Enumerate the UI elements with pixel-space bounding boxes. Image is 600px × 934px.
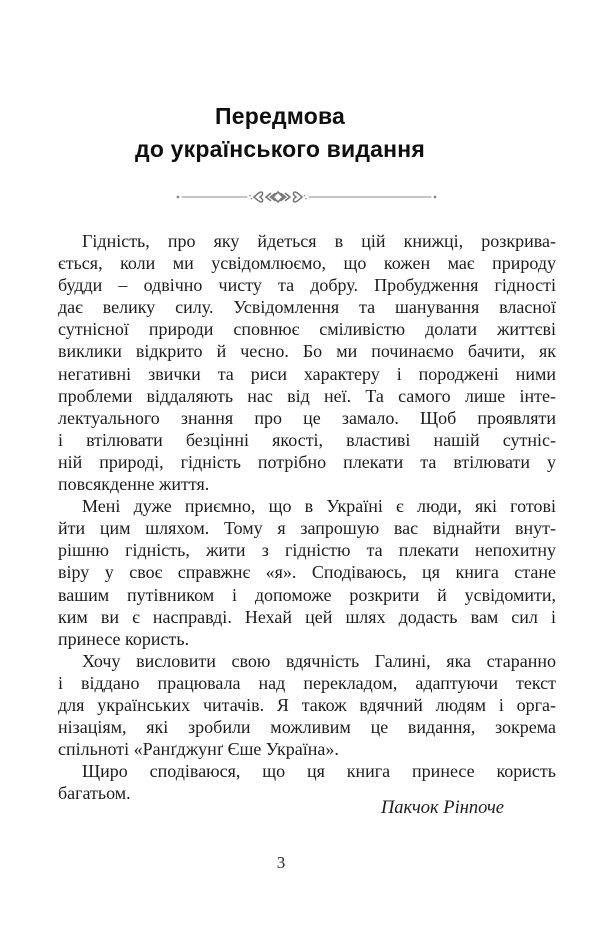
text-line: Щиро сподіваюся, що ця книга принесе користь [82,761,556,782]
text-line: негативні звички та риси характеру і породжені ними [58,363,556,384]
text-line: і віддано працювала над перекладом, адаптуючи текст [58,672,556,693]
text-line: рішню гідність, жити з гідністю та плекати непохитну [58,540,556,561]
page-title-line-1: Передмова [215,103,345,129]
text-line: проблеми віддаляють нас від неї. Та самого лише інте- [58,385,556,406]
text-line: йти цим шляхом. Тому я запрошую вас віднайти внут- [58,518,556,539]
body-paragraph [58,495,556,650]
text-line: для українських читачів. Я також вдячний людям і орга- [58,694,556,715]
page-title [0,100,560,166]
body-paragraph [58,650,556,760]
heart-diamond-divider-icon [150,185,450,209]
text-line: будди – одвічно чисту та добру. Пробудження гідності [58,275,556,296]
text-line: дає велику силу. Усвідомлення та шанування власної [58,297,556,318]
text-line: вашим путівником і допоможе розкрити й усвідомити, [58,584,556,605]
text-line: віру у своє справжнє «я». Сподіваюсь, ця книга стане [58,562,556,583]
text-line: виклики відкрито й чесно. Бо ми починаємо бачити, як [58,341,556,362]
text-line: Гідність, про яку йдеться в цій книжці, розкрива- [82,231,556,251]
text-line: і втілювати безцінні якості, властиві нашій сутніс- [58,429,556,450]
text-line: Мені дуже приємно, що в Україні є люди, які готові [82,496,556,517]
text-line: сутнісної природи сповнює сміливістю долати життєві [58,319,556,340]
text-line: принесе користь. [58,628,190,649]
text-line: повсякденне життя. [58,474,210,495]
text-line: багатьом. [58,783,131,804]
text-line: Хочу висловити свою вдячність Галині, яка старанно [82,650,556,671]
text-line: ється, коли ми усвідомлюємо, що кожен має природу [58,253,556,274]
text-line: ній природі, гідність потрібно плекати та втілювати у [58,451,556,472]
text-line: спільноті «Ранґджунґ Єше Україна». [58,739,339,760]
section-divider [150,185,450,209]
page-number: 3 [276,853,286,872]
page-title-line-2: до українського видання [135,136,425,162]
text-line: ким ви є насправді. Нехай цей шлях додасть вам сил і [58,606,556,627]
preface-body [58,230,556,804]
text-line: нізаціям, які зробили можливим це видання, зокрема [58,717,556,738]
author-signature: Пакчок Рінпоче [380,798,504,818]
body-paragraph [58,230,556,495]
text-line: лектуального знання про це замало. Щоб проявляти [58,407,556,428]
